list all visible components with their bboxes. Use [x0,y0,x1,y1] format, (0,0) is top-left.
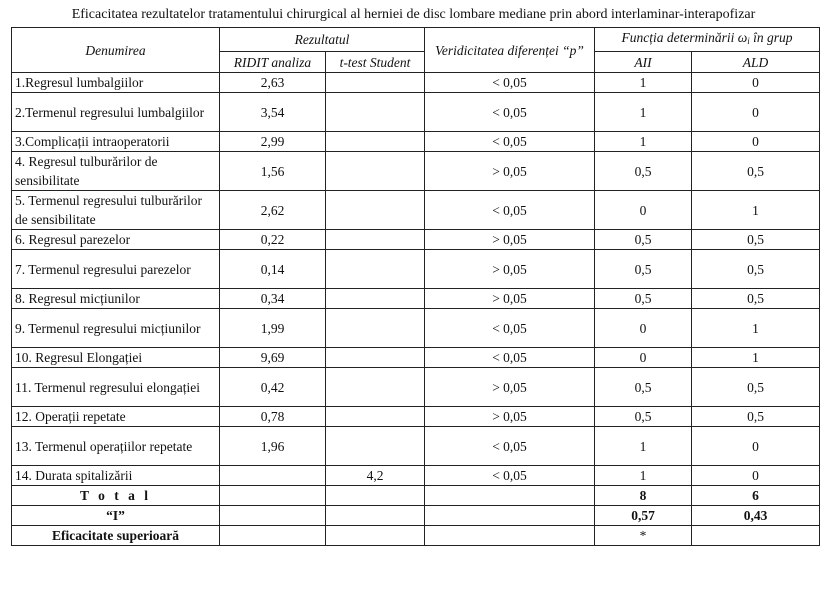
row-aii: 1 [595,93,692,132]
row-ald: 0,5 [692,407,820,427]
table-row [12,368,820,407]
header-ridit: RIDIT analiza [220,52,326,73]
row-name: 9. Termenul regresului micțiunilor [12,309,220,348]
row-p: > 0,05 [425,368,595,407]
header-ttest: t-test Student [326,52,425,73]
total-row [12,486,820,506]
row-aii: 0 [595,191,692,230]
row-ridit [220,466,326,486]
row-aii: 0,5 [595,230,692,250]
table-row [12,250,820,289]
row-p: > 0,05 [425,152,595,191]
total-ridit [220,486,326,506]
row-ridit: 3,54 [220,93,326,132]
table-row [12,230,820,250]
table-row [12,348,820,368]
table-row [12,427,820,466]
row-ttest [326,309,425,348]
row-p: < 0,05 [425,466,595,486]
table-row [12,132,820,152]
row-ridit: 2,63 [220,73,326,93]
row-ald: 0 [692,93,820,132]
row-aii: 0,5 [595,407,692,427]
row-aii: 1 [595,132,692,152]
row-ald: 1 [692,309,820,348]
row-p: < 0,05 [425,191,595,230]
superior-label: Eficacitate superioară [12,526,220,546]
total-aii: 8 [595,486,692,506]
row-p: > 0,05 [425,289,595,309]
table-row [12,407,820,427]
header-rezultatul: Rezultatul [220,28,425,52]
row-p: > 0,05 [425,250,595,289]
efficacy-table [11,27,820,546]
row-ridit: 0,42 [220,368,326,407]
row-p: < 0,05 [425,93,595,132]
row-name: 5. Termenul regresului tulburărilor de sensibilitate [12,191,220,230]
superior-aii: * [595,526,692,546]
row-name: 7. Termenul regresului parezelor [12,250,220,289]
index-p [425,506,595,526]
table-row [12,93,820,132]
index-row [12,506,820,526]
row-ridit: 0,34 [220,289,326,309]
index-ridit [220,506,326,526]
row-ald: 1 [692,191,820,230]
row-ttest [326,191,425,230]
row-aii: 0 [595,348,692,368]
row-ald: 0 [692,427,820,466]
row-aii: 1 [595,427,692,466]
superior-ttest [326,526,425,546]
row-ttest [326,93,425,132]
row-p: < 0,05 [425,309,595,348]
table-row [12,152,820,191]
row-ald: 0,5 [692,368,820,407]
row-ridit: 0,14 [220,250,326,289]
row-name: 1.Regresul lumbalgiilor [12,73,220,93]
row-aii: 0 [595,309,692,348]
row-ttest: 4,2 [326,466,425,486]
row-ttest [326,230,425,250]
row-name: 14. Durata spitalizării [12,466,220,486]
row-ridit: 1,96 [220,427,326,466]
header-veridicitate: Veridicitatea diferenței “p” [425,28,595,73]
superior-ald [692,526,820,546]
row-aii: 0,5 [595,152,692,191]
header-functia-prefix: Funcția determinării ω [621,30,748,45]
header-denumirea: Denumirea [12,28,220,73]
index-ttest [326,506,425,526]
index-label: “I” [12,506,220,526]
row-ttest [326,407,425,427]
total-p [425,486,595,506]
row-name: 13. Termenul operațiilor repetate [12,427,220,466]
row-ttest [326,289,425,309]
superior-row [12,526,820,546]
row-name: 8. Regresul micțiunilor [12,289,220,309]
row-ridit: 0,22 [220,230,326,250]
row-aii: 1 [595,73,692,93]
row-ttest [326,132,425,152]
row-ttest [326,348,425,368]
header-functia-subscript: i [747,36,750,46]
row-p: < 0,05 [425,73,595,93]
row-name: 3.Complicații intraoperatorii [12,132,220,152]
table-row [12,466,820,486]
row-ald: 0 [692,73,820,93]
row-ridit: 1,56 [220,152,326,191]
header-aii: AII [595,52,692,73]
row-name: 6. Regresul parezelor [12,230,220,250]
row-aii: 1 [595,466,692,486]
row-ridit: 0,78 [220,407,326,427]
row-ridit: 9,69 [220,348,326,368]
total-ttest [326,486,425,506]
row-aii: 0,5 [595,250,692,289]
row-ttest [326,368,425,407]
row-ald: 0 [692,132,820,152]
total-label: T o t a l [12,486,220,506]
index-ald: 0,43 [692,506,820,526]
total-ald: 6 [692,486,820,506]
row-ald: 0,5 [692,289,820,309]
row-ttest [326,152,425,191]
row-ridit: 2,99 [220,132,326,152]
row-ridit: 1,99 [220,309,326,348]
row-ttest [326,427,425,466]
table-row [12,289,820,309]
table-row [12,309,820,348]
header-ald: ALD [692,52,820,73]
row-p: > 0,05 [425,407,595,427]
row-ald: 0,5 [692,250,820,289]
header-functia [595,28,820,52]
row-ttest [326,73,425,93]
row-p: < 0,05 [425,427,595,466]
superior-ridit [220,526,326,546]
row-aii: 0,5 [595,289,692,309]
row-p: < 0,05 [425,348,595,368]
row-name: 2.Termenul regresului lumbalgiilor [12,93,220,132]
table-caption: Eficacitatea rezultatelor tratamentului chirurgical al herniei de disc lombare mediane prin abord interlaminar-interapofizar [71,7,756,22]
table-row [12,73,820,93]
row-ald: 0,5 [692,230,820,250]
row-ttest [326,250,425,289]
row-name: 10. Regresul Elongației [12,348,220,368]
row-ald: 0,5 [692,152,820,191]
row-ridit: 2,62 [220,191,326,230]
row-name: 4. Regresul tulburărilor de sensibilitate [12,152,220,191]
index-aii: 0,57 [595,506,692,526]
row-name: 12. Operații repetate [12,407,220,427]
row-ald: 0 [692,466,820,486]
superior-p [425,526,595,546]
row-p: > 0,05 [425,230,595,250]
table-row [12,191,820,230]
row-p: < 0,05 [425,132,595,152]
row-name: 11. Termenul regresului elongației [12,368,220,407]
row-ald: 1 [692,348,820,368]
row-aii: 0,5 [595,368,692,407]
header-functia-suffix: în grup [749,30,793,45]
